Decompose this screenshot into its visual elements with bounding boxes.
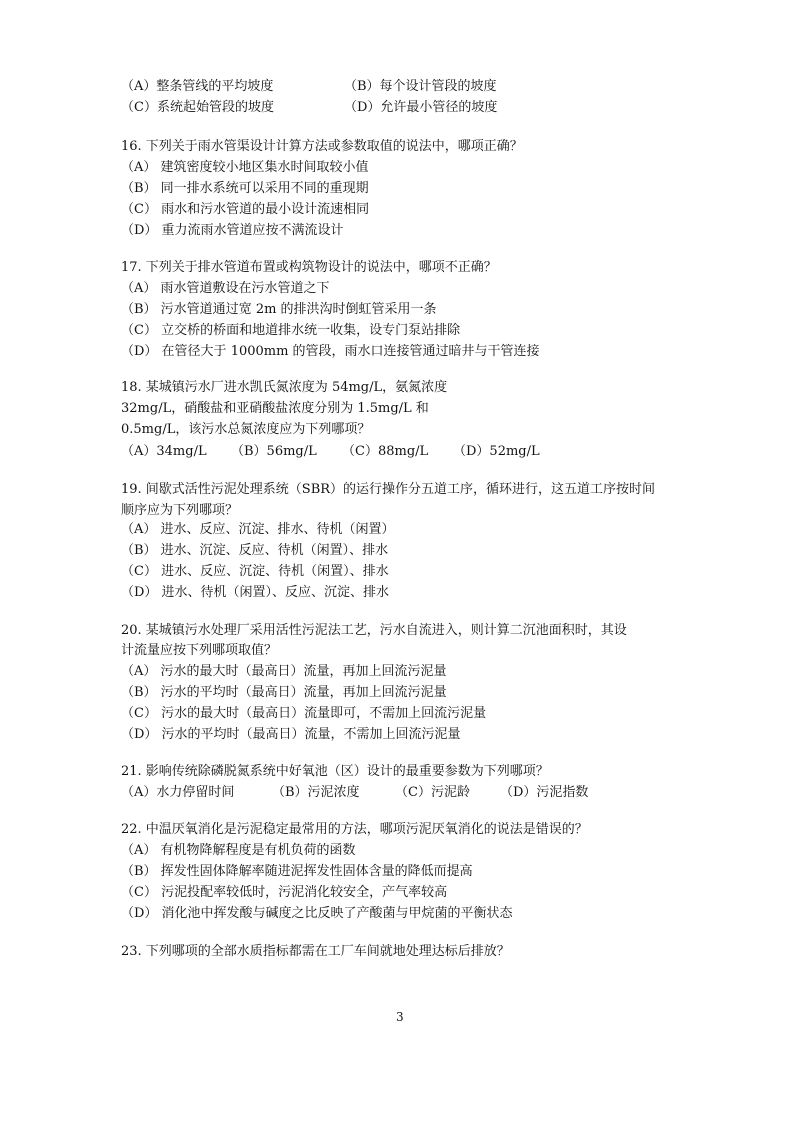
question-20-stem-line-2: 计流量应按下列哪项取值？ (121, 643, 278, 658)
question-19-option-c: （C） 进水、反应、沉淀、待机（闲置）、排水 (121, 564, 389, 579)
question-18-stem-line-3: 0.5mg/L，该污水总氮浓度应为下列哪项？ (121, 422, 371, 437)
question-22-option-a: （A） 有机物降解程度是有机负荷的函数 (121, 843, 356, 858)
option-b: （B）每个设计管段的坡度 (344, 79, 497, 94)
question-18-option-c: （C）88mg/L (342, 444, 429, 459)
question-22-option-c: （C） 污泥投配率较低时，污泥消化较安全，产气率较高 (121, 885, 448, 900)
question-22-option-b: （B） 挥发性固体降解率随进泥挥发性固体含量的降低而提高 (121, 864, 473, 879)
question-21-option-b: （B）污泥浓度 (272, 785, 360, 800)
page-number: 3 (396, 1010, 404, 1024)
question-20-option-a: （A） 污水的最大时（最高日）流量，再加上回流污泥量 (121, 664, 447, 679)
question-18-option-a: （A）34mg/L (121, 444, 207, 459)
question-21-option-a: （A）水力停留时间 (121, 785, 235, 800)
question-17-option-d: （D） 在管径大于 1000mm 的管段，雨水口连接管通过暗井与干管连接 (121, 344, 540, 359)
question-22-option-d: （D） 消化池中挥发酸与碱度之比反映了产酸菌与甲烷菌的平衡状态 (121, 906, 513, 921)
option-a: （A）整条管线的平均坡度 (121, 79, 274, 94)
option-d: （D）允许最小管径的坡度 (344, 100, 498, 115)
question-19-option-d: （D） 进水、待机（闲置）、反应、沉淀、排水 (121, 585, 390, 600)
question-20-option-d: （D） 污水的平均时（最高日）流量，不需加上回流污泥量 (121, 727, 461, 742)
question-19-option-b: （B） 进水、沉淀、反应、待机（闲置）、排水 (121, 543, 389, 558)
question-19-stem-line-1: 19. 间歇式活性污泥处理系统（SBR）的运行操作分五道工序，循环进行，这五道工序按时间 (121, 482, 656, 497)
question-23-stem: 23. 下列哪项的全部水质指标都需在工厂车间就地处理达标后排放？ (121, 944, 510, 959)
option-c: （C）系统起始管段的坡度 (121, 100, 274, 115)
question-17-stem: 17. 下列关于排水管道布置或构筑物设计的说法中，哪项不正确？ (121, 260, 497, 275)
question-16-option-c: （C） 雨水和污水管道的最小设计流速相同 (121, 202, 370, 217)
question-17-option-a: （A） 雨水管道敷设在污水管道之下 (121, 281, 330, 296)
question-16-option-b: （B） 同一排水系统可以采用不同的重现期 (121, 181, 369, 196)
question-19-stem-line-2: 顺序应为下列哪项？ (121, 503, 239, 518)
question-19-option-a: （A） 进水、反应、沉淀、排水、待机（闲置） (121, 522, 395, 537)
question-18-stem-line-2: 32mg/L，硝酸盐和亚硝酸盐浓度分别为 1.5mg/L 和 (121, 401, 429, 416)
question-18-option-d: （D）52mg/L (453, 444, 540, 459)
question-21-stem: 21. 影响传统除磷脱氮系统中好氧池（区）设计的最重要参数为下列哪项？ (121, 764, 549, 779)
question-18-stem-line-1: 18. 某城镇污水厂进水凯氏氮浓度为 54mg/L，氨氮浓度 (121, 380, 448, 395)
question-17-option-c: （C） 立交桥的桥面和地道排水统一收集，设专门泵站排除 (121, 323, 461, 338)
question-20-option-b: （B） 污水的平均时（最高日）流量，再加上回流污泥量 (121, 685, 447, 700)
question-18-option-b: （B）56mg/L (231, 444, 317, 459)
question-16-option-d: （D） 重力流雨水管道应按不满流设计 (121, 223, 344, 238)
question-22-stem: 22. 中温厌氧消化是污泥稳定最常用的方法，哪项污泥厌氧消化的说法是错误的？ (121, 822, 588, 837)
question-20-option-c: （C） 污水的最大时（最高日）流量即可，不需加上回流污泥量 (121, 706, 487, 721)
question-21-option-d: （D）污泥指数 (500, 785, 589, 800)
question-16-option-a: （A） 建筑密度较小地区集水时间取较小值 (121, 160, 369, 175)
question-17-option-b: （B） 污水管道通过宽 2m 的排洪沟时倒虹管采用一条 (121, 302, 437, 317)
question-16-stem: 16. 下列关于雨水管渠设计计算方法或参数取值的说法中，哪项正确？ (121, 139, 523, 154)
question-21-option-c: （C）污泥龄 (395, 785, 470, 800)
question-20-stem-line-1: 20. 某城镇污水处理厂采用活性污泥法工艺，污水自流进入，则计算二沉池面积时，其设 (121, 623, 627, 638)
